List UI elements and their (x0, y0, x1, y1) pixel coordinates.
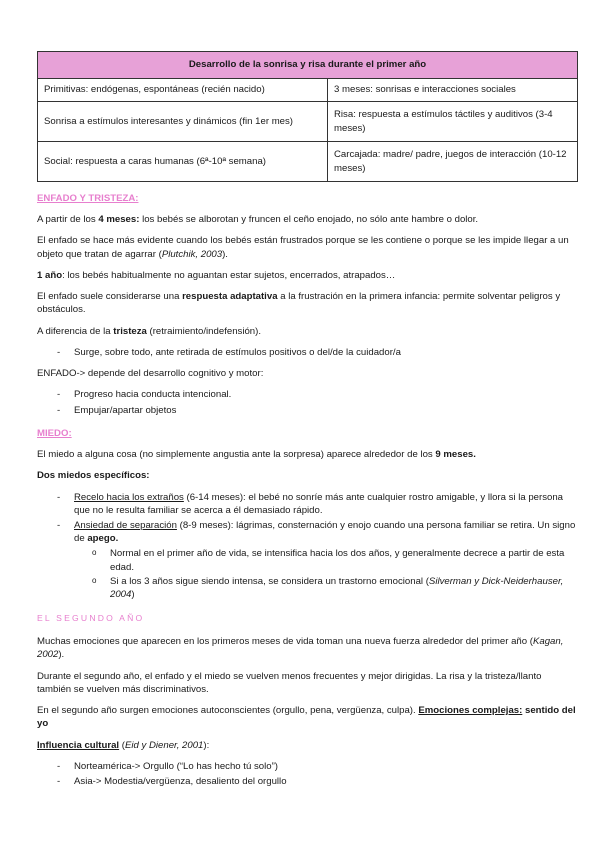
bullet-list (37, 760, 577, 788)
table-cell: Carcajada: madre/ padre, juegos de interacción (10-12 meses) (328, 142, 578, 182)
list-item: - Surge, sobre todo, ante retirada de estímulos positivos o del/de la cuidador/a (57, 346, 401, 358)
dash-marker: - (57, 389, 61, 401)
bullet-list (37, 388, 577, 416)
table-cell: Risa: respuesta a estímulos táctiles y auditivos (3-4 meses) (328, 102, 578, 142)
circle-marker: o (92, 575, 97, 585)
table-cell: Primitivas: endógenas, espontáneas (recién nacido) (38, 79, 328, 102)
table-title: Desarrollo de la sonrisa y risa durante el primer año (38, 52, 578, 79)
bullet-list (37, 346, 577, 359)
section-heading-miedo: MIEDO: (37, 427, 72, 439)
paragraph: Dos miedos específicos: (37, 470, 150, 482)
sub-bullet-list (74, 547, 577, 601)
paragraph: En el segundo año surgen emociones autoconscientes (orgullo, pena, vergüenza, culpa). Emociones complejas: sentido del yo (37, 705, 576, 730)
list-item: o Normal en el primer año de vida, se intensifica hacia los dos años, y generalmente decrece a partir de esta edad. (92, 548, 565, 573)
circle-marker: o (92, 548, 97, 558)
section-heading-enfado: ENFADO Y TRISTEZA: (37, 193, 139, 204)
dash-marker: - (57, 760, 61, 772)
paragraph: A partir de los 4 meses: los bebés se alborotan y fruncen el ceño enojado, no sólo ante hambre o dolor. (37, 214, 479, 226)
list-item: - Ansiedad de separación (8-9 meses): lágrimas, consternación y enojo cuando una persona familiar se retira. Un signo de apego. o Normal en el primer año de vida, se intensifica hacia los dos años, y generalmente decrece a partir de esta edad. o Si a los 3 años sigue siendo intensa, se considera un trastorno emocional (Silverman y Dick-Neiderhauser, 2004) (57, 519, 576, 601)
paragraph: ENFADO-> depende del desarrollo cognitivo y motor: (37, 368, 264, 380)
dash-marker: - (57, 404, 61, 416)
list-item: - Recelo hacia los extraños (6-14 meses): el bebé no sonríe más ante cualquier rostro amigable, y llora si la persona que no le resulta familiar se acerca a él demasiado rápido. (57, 491, 564, 516)
list-item: - Progreso hacia conducta intencional. (57, 389, 232, 401)
paragraph: El enfado suele considerarse una respuesta adaptativa a la frustración en la primera infancia: permite solventar peligros y obstáculos. (37, 291, 561, 316)
list-item: o Si a los 3 años sigue siendo intensa, se considera un trastorno emocional (Silverman y Dick-Neiderhauser, 2004) (92, 575, 564, 601)
table-row (38, 142, 578, 182)
paragraph: Muchas emociones que aparecen en los primeros meses de vida toman una nueva fuerza alrededor del primer año (Kagan, 2002). (37, 636, 564, 661)
smile-development-table (37, 51, 578, 182)
section-heading-segundo: EL SEGUNDO AÑO (37, 613, 145, 624)
table-cell: Sonrisa a estímulos interesantes y dinámicos (fin 1er mes) (38, 102, 328, 142)
dash-marker: - (57, 519, 61, 531)
document-page (37, 51, 577, 796)
dash-marker: - (57, 776, 61, 788)
paragraph: A diferencia de la tristeza (retraimiento/indefensión). (37, 325, 261, 337)
list-item: - Empujar/apartar objetos (57, 404, 177, 416)
paragraph: Influencia cultural (Eid y Diener, 2001): (37, 739, 210, 751)
list-item: - Asia-> Modestia/vergüenza, desaliento del orgullo (57, 776, 287, 788)
list-item: - Norteamérica-> Orgullo (“Lo has hecho tú solo”) (57, 760, 278, 772)
table-cell: 3 meses: sonrisas e interacciones sociales (328, 79, 578, 102)
paragraph: El miedo a alguna cosa (no simplemente angustia ante la sorpresa) aparece alrededor de los 9 meses. (37, 449, 476, 461)
paragraph: Durante el segundo año, el enfado y el miedo se vuelven menos frecuentes y mejor dirigidas. La risa y la tristeza/llanto también se vuelven más discriminativos. (37, 670, 542, 695)
bullet-list (37, 491, 577, 602)
paragraph: El enfado se hace más evidente cuando los bebés están frustrados porque se les contiene o porque se les impide llegar a un objeto que tratan de agarrar (Plutchik, 2003). (37, 235, 569, 260)
dash-marker: - (57, 491, 61, 503)
table-row (38, 102, 578, 142)
paragraph: 1 año: los bebés habitualmente no aguantan estar sujetos, encerrados, atrapados… (37, 269, 396, 281)
dash-marker: - (57, 346, 61, 358)
table-row (38, 79, 578, 102)
table-cell: Social: respuesta a caras humanas (6ª-10ª semana) (38, 142, 328, 182)
